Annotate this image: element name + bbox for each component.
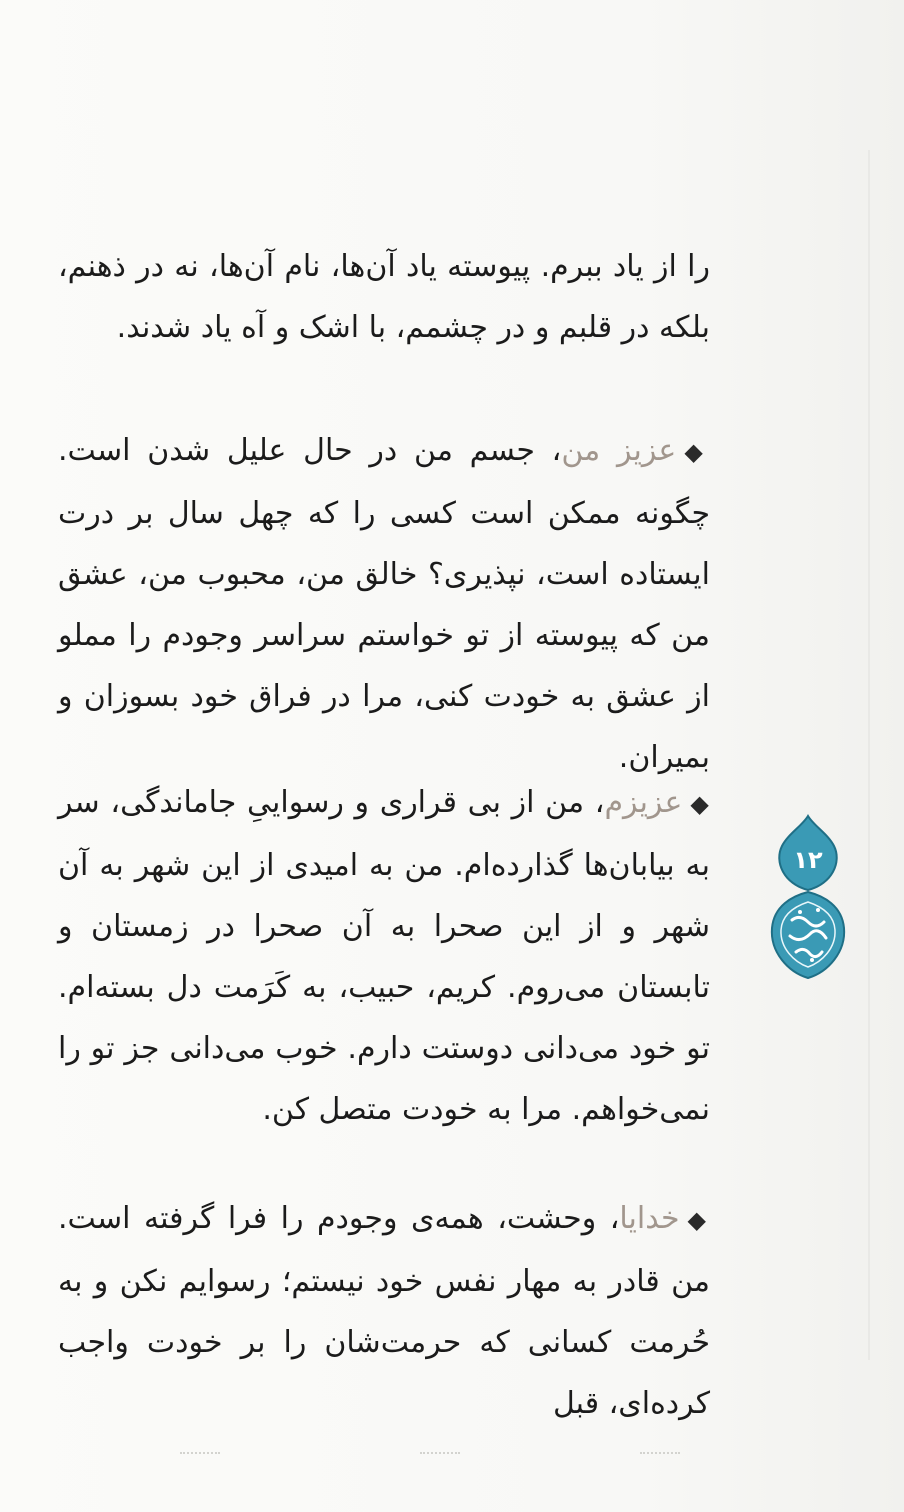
bleed-dots (420, 1452, 460, 1456)
paragraph-3-text: ، من از بی قراری و رسواییِ جاماندگی، سر به بیابان‌ها گذارده‌ام. من به امیدی از این شهر به آن شهر و از این صحرا به آن صحرا در زمستان و تابستان می‌روم. کریم، حبیب، به کَرَمت دل بسته‌ام. تو خود می‌دانی دوستت دارم. خوب می‌دانی جز تو را نمی‌خواهم. مرا به خودت متصل کن. (58, 785, 710, 1127)
paragraph-2 (58, 420, 710, 788)
paragraph-4-text: ، وحشت، همه‌ی وجودم را فرا گرفته است. من قادر به مهار نفس خود نیستم؛ رسوایم نکن و به حُرمت کسانی که حرمت‌شان را بر خودت واجب کرده‌ای، قبل (58, 1201, 710, 1421)
paragraph-1 (58, 236, 710, 358)
paragraph-4-lead: خدایا (619, 1201, 680, 1236)
paragraph-3 (58, 772, 710, 1140)
paragraph-2-text: ، جسم من در حال علیل شدن است. چگونه ممکن است کسی را که چهل سال بر درت ایستاده است، نپذیری؟ خالق من، محبوب من، عشق من که پیوسته از تو خواستم سراسر وجودم را مملو از عشق به خودت کنی، مرا در فراق خود بسوزان و بمیران. (58, 433, 710, 775)
paragraph-4 (58, 1188, 710, 1434)
diamond-bullet-icon: ◆ (684, 438, 710, 466)
page-number: ۱۲ (793, 846, 823, 874)
paragraph-1-text: را از یاد ببرم. پیوسته یاد آن‌ها، نام آن‌ها، نه در ذهنم، بلکه در قلبم و در چشمم، با اشک و آه یاد شدند. (58, 249, 710, 345)
bleed-dots (180, 1452, 220, 1456)
bleed-dots (640, 1452, 680, 1456)
diamond-bullet-icon: ◆ (687, 1206, 710, 1234)
diamond-bullet-icon: ◆ (690, 790, 711, 818)
paragraph-3-lead: عزیزم (604, 785, 683, 820)
page-edge-shadow (868, 150, 870, 1360)
calligraphy-emblem-icon (766, 812, 850, 982)
paragraph-2-lead: عزیز من (561, 433, 677, 468)
